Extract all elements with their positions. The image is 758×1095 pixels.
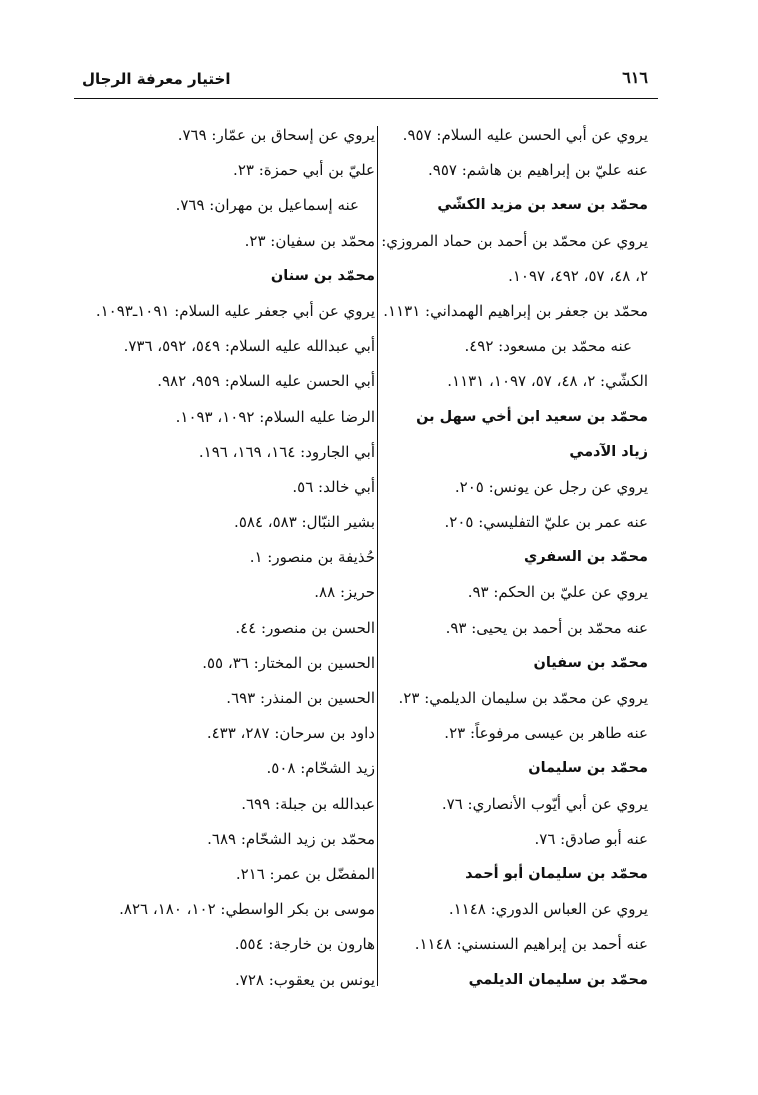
index-entry: أبي عبدالله عليه السلام: ٥٤٩، ٥٩٢، ٧٣٦. <box>123 337 375 356</box>
index-entry: يروي عن عليّ بن الحكم: ٩٣. <box>467 583 648 602</box>
index-entry: أبي خالد: ٥٦. <box>292 477 375 496</box>
index-entry: أبي الحسن عليه السلام: ٩٥٩، ٩٨٢. <box>157 372 375 391</box>
index-entry: محمّد بن زيد الشحّام: ٦٨٩. <box>207 829 375 848</box>
index-entry: حُذيفة بن منصور: ١. <box>249 548 375 567</box>
index-entry: عنه محمّد بن أحمد بن يحيى: ٩٣. <box>445 618 648 637</box>
entry-heading: محمّد بن سعيد ابن أخي سهل بن زياد الآدمي <box>416 408 648 460</box>
index-entry: عبدالله بن جبلة: ٦٩٩. <box>241 794 375 813</box>
entry-heading: محمّد بن سفيان <box>533 654 648 671</box>
index-entry: محمّد بن جعفر بن إبراهيم الهمداني: ١١٣١. <box>383 301 648 320</box>
index-entry: يونس بن يعقوب: ٧٢٨. <box>235 970 375 989</box>
index-entry: يروي عن أبي أيّوب الأنصاري: ٧٦. <box>441 794 648 813</box>
index-entry: يروي عن محمّد بن أحمد بن حماد المروزي: <box>381 231 648 250</box>
entry-heading: محمّد بن سليمان أبو أحمد <box>465 865 648 882</box>
index-entry: عنه عمر بن عليّ التفليسي: ٢٠٥. <box>444 513 648 532</box>
entry-heading: محمّد بن سنان <box>270 267 375 284</box>
index-entry: أبي الجارود: ١٦٤، ١٦٩، ١٩٦. <box>198 442 375 461</box>
running-header <box>74 66 654 94</box>
entry-heading: محمّد بن سعد بن مزيد الكشّي <box>437 197 648 214</box>
column-divider <box>377 126 378 986</box>
index-entry: عنه محمّد بن مسعود: ٤٩٢. <box>464 337 632 356</box>
index-entry: الحسين بن المنذر: ٦٩٣. <box>226 689 375 707</box>
header-rule <box>74 98 658 99</box>
index-entry: يروي عن إسحاق بن عمّار: ٧٦٩. <box>177 126 375 144</box>
index-entry: الكشّي: ٢، ٤٨، ٥٧، ١٠٩٧، ١١٣١. <box>447 372 648 391</box>
index-entry: محمّد بن سفيان: ٢٣. <box>244 231 375 250</box>
index-entry: عنه طاهر بن عيسى مرفوعاً: ٢٣. <box>444 724 648 743</box>
book-title: اختيار معرفة الرجال <box>82 70 231 88</box>
index-entry: يروي عن أبي الحسن عليه السلام: ٩٥٧. <box>402 126 648 144</box>
entry-heading: محمّد بن السفري <box>523 549 648 566</box>
index-entry: عنه أبو صادق: ٧٦. <box>534 829 648 848</box>
index-entry: بشير النبّال: ٥٨٣، ٥٨٤. <box>234 513 375 532</box>
left-column <box>85 118 375 998</box>
index-entry: داود بن سرحان: ٢٨٧، ٤٣٣. <box>206 724 375 743</box>
index-entry: حريز: ٨٨. <box>314 583 375 602</box>
index-entry: الرضا عليه السلام: ١٠٩٢، ١٠٩٣. <box>175 407 375 426</box>
index-entry: موسى بن بكر الواسطي: ١٠٢، ١٨٠، ٨٢٦. <box>119 900 375 919</box>
index-entry: عنه أحمد بن إبراهيم السنسني: ١١٤٨. <box>414 935 648 954</box>
index-entry: يروي عن أبي جعفر عليه السلام: ١٠٩١ـ١٠٩٣. <box>95 301 375 320</box>
index-entry: عنه عليّ بن إبراهيم بن هاشم: ٩٥٧. <box>428 161 648 180</box>
index-entry: عليّ بن أبي حمزة: ٢٣. <box>233 161 375 180</box>
index-entry: يروي عن محمّد بن سليمان الديلمي: ٢٣. <box>398 689 648 708</box>
index-entry: زيد الشحّام: ٥٠٨. <box>266 759 375 778</box>
right-column <box>381 118 648 998</box>
index-entry: ٢، ٤٨، ٥٧، ٤٩٢، ١٠٩٧. <box>508 266 648 285</box>
index-entry: هارون بن خارجة: ٥٥٤. <box>234 935 375 954</box>
index-entry: يروي عن رجل عن يونس: ٢٠٥. <box>454 477 648 496</box>
entry-heading: محمّد بن سليمان الديلمي <box>468 971 648 988</box>
page-number: ٦١٦ <box>622 68 648 87</box>
index-entry: عنه إسماعيل بن مهران: ٧٦٩. <box>175 196 359 215</box>
index-entry: الحسين بن المختار: ٣٦، ٥٥. <box>202 653 375 672</box>
index-entry: المفضّل بن عمر: ٢١٦. <box>235 864 375 883</box>
index-entry: الحسن بن منصور: ٤٤. <box>235 618 375 637</box>
entry-heading: محمّد بن سليمان <box>528 760 648 777</box>
index-entry: يروي عن العباس الدوري: ١١٤٨. <box>448 900 648 919</box>
